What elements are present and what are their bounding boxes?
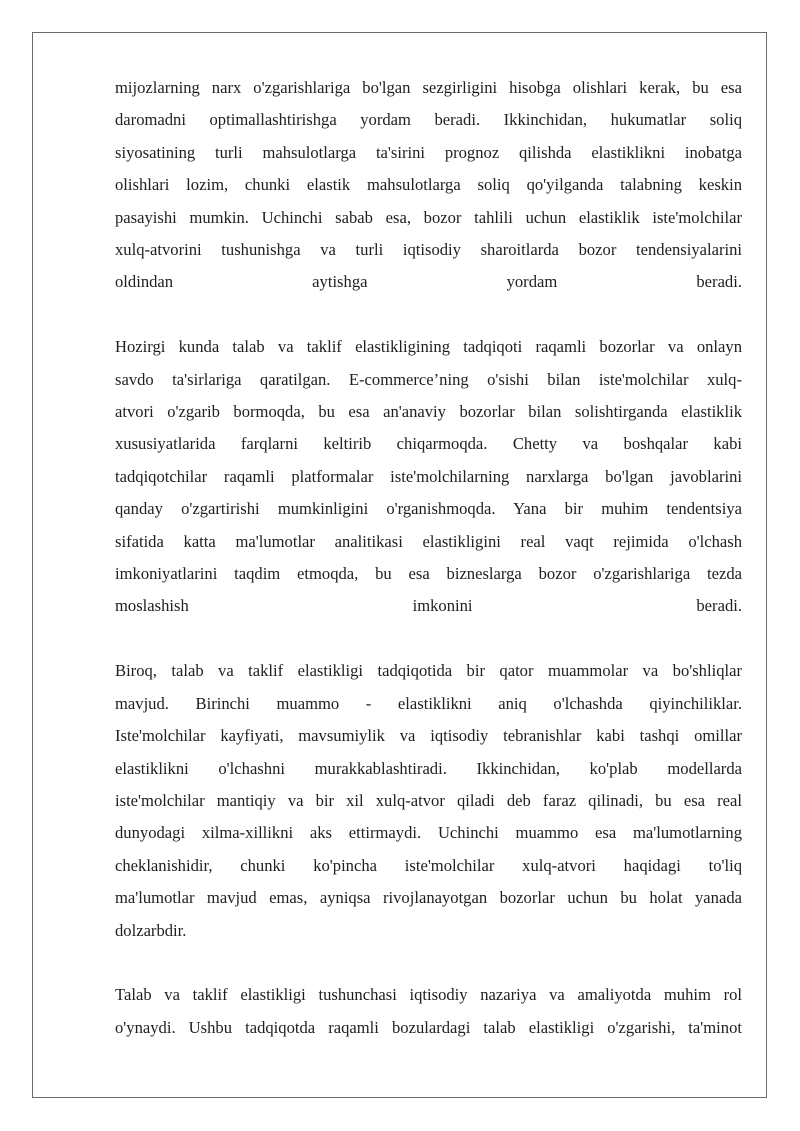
text-line: dolzarbdir.: [115, 920, 187, 940]
paragraph-2: [115, 331, 742, 623]
text-line: mavjud. Birinchi muammo - elastiklikni aniq o'lchashda qiyinchiliklar.: [115, 693, 742, 713]
document-body: [115, 72, 742, 1044]
text-line: iste'molchilar mantiqiy va bir xil xulq-atvor qiladi deb faraz qilinadi, bu esa real: [115, 790, 742, 810]
text-line: dunyodagi xilma-xillikni aks ettirmaydi. Uchinchi muammo esa ma'lumotlarning: [115, 823, 742, 843]
text-line: elastiklikni o'lchashni murakkablashtiradi. Ikkinchidan, ko'plab modellarda: [115, 758, 742, 778]
text-line: pasayishi mumkin. Uchinchi sabab esa, bozor tahlili uchun elastiklik iste'molchilar: [115, 207, 742, 227]
text-line: moslashish imkonini beradi.: [115, 596, 742, 616]
text-line: cheklanishidir, chunki ko'pincha iste'molchilar xulq-atvori haqidagi to'liq: [115, 855, 742, 875]
text-line: siyosatining turli mahsulotlarga ta'sirini prognoz qilishda elastiklikni inobatga: [115, 142, 742, 162]
text-line: atvori o'zgarib bormoqda, bu esa an'anaviy bozorlar bilan solishtirganda elastiklik: [115, 402, 742, 422]
text-line: xulq-atvorini tushunishga va turli iqtisodiy sharoitlarda bozor tendensiyalarini: [115, 240, 742, 260]
text-line: mijozlarning narx o'zgarishlariga bo'lgan sezgirligini hisobga olishlari kerak, bu esa: [115, 78, 742, 97]
text-line: ma'lumotlar mavjud emas, ayniqsa rivojlanayotgan bozorlar uchun bu holat yanada: [115, 888, 742, 908]
text-line: imkoniyatlarini taqdim etmoqda, bu esa bizneslarga bozor o'zgarishlariga tezda: [115, 564, 742, 584]
text-line: sifatida katta ma'lumotlar analitikasi elastikligini real vaqt rejimida o'lchash: [115, 531, 742, 551]
paragraph-3: [115, 655, 742, 947]
text-line: Hozirgi kunda talab va taklif elastikligining tadqiqoti raqamli bozorlar va onlayn: [115, 337, 742, 357]
text-line: daromadni optimallashtirishga yordam beradi. Ikkinchidan, hukumatlar soliq: [115, 110, 742, 130]
paragraph-4: [115, 979, 742, 1044]
paragraph-1: [115, 72, 742, 299]
text-line: oldindan aytishga yordam beradi.: [115, 272, 742, 292]
text-line: Iste'molchilar kayfiyati, mavsumiylik va iqtisodiy tebranishlar kabi tashqi omillar: [115, 726, 742, 746]
text-line: o'ynaydi. Ushbu tadqiqotda raqamli bozulardagi talab elastikligi o'zgarishi, ta'minot: [115, 1017, 742, 1037]
text-line: Biroq, talab va taklif elastikligi tadqiqotida bir qator muammolar va bo'shliqlar: [115, 661, 742, 681]
text-line: qanday o'zgartirishi mumkinligini o'rganishmoqda. Yana bir muhim tendentsiya: [115, 499, 742, 519]
text-line: xususiyatlarida farqlarni keltirib chiqarmoqda. Chetty va boshqalar kabi: [115, 434, 742, 454]
text-line: tadqiqotchilar raqamli platformalar iste'molchilarning narxlarga bo'lgan javoblarini: [115, 466, 742, 486]
text-line: olishlari lozim, chunki elastik mahsulotlarga soliq qo'yilganda talabning keskin: [115, 175, 742, 195]
text-line: savdo ta'sirlariga qaratilgan. E-commerce’ning o'sishi bilan iste'molchilar xulq-: [115, 369, 742, 389]
text-line: Talab va taklif elastikligi tushunchasi iqtisodiy nazariya va amaliyotda muhim rol: [115, 985, 742, 1005]
